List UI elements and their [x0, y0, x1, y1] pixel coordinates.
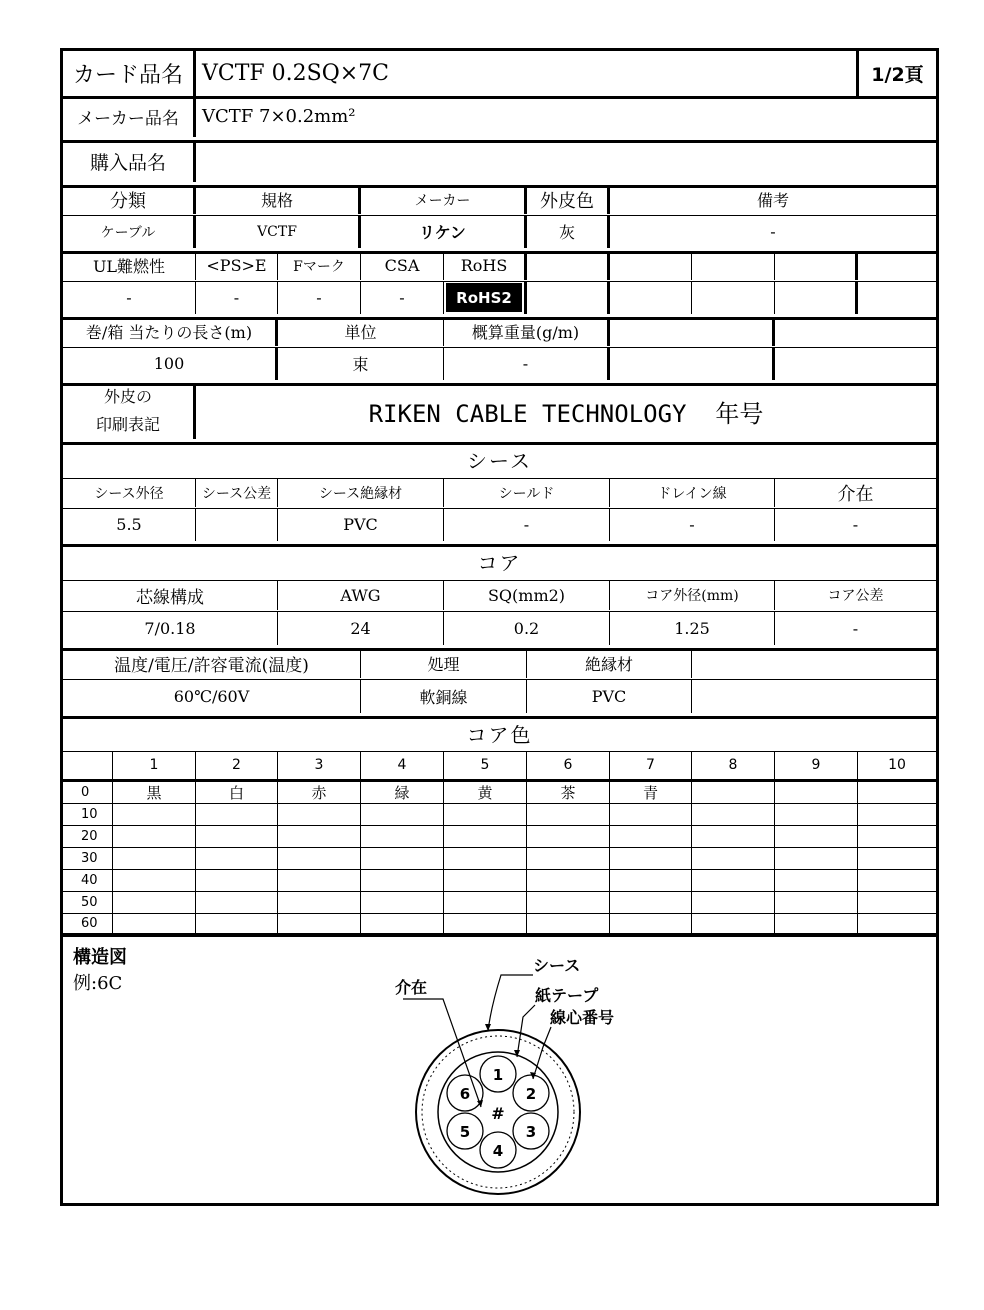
core-color-cell	[444, 804, 527, 825]
spec-header-row	[63, 185, 936, 216]
sheath-value-tolerance	[196, 508, 278, 541]
label-paper-tape: 紙テープ	[535, 986, 599, 1005]
core-color-cell	[775, 892, 858, 913]
spec-value-row	[63, 215, 936, 254]
color-grid-row	[63, 914, 936, 934]
sheath-title: シース	[467, 449, 532, 473]
color-grid-header-row	[63, 751, 936, 782]
core-value-row	[63, 611, 936, 651]
core-value-awg: 24	[278, 611, 444, 645]
purchase-name-value	[196, 140, 936, 182]
core-value-insulation: PVC	[527, 679, 692, 713]
core-color-cell-1: 黒	[113, 782, 196, 803]
core-color-cell	[527, 870, 610, 891]
color-grid-row	[63, 782, 936, 804]
structure-section	[63, 934, 936, 1209]
sheath-value-insulation: PVC	[278, 508, 444, 541]
sheath-value-od: 5.5	[63, 508, 196, 541]
core-color-cell	[775, 914, 858, 933]
core-color-cell	[527, 804, 610, 825]
core-header-insulation: 絶縁材	[527, 648, 692, 678]
core-value-construction: 7/0.18	[63, 611, 278, 645]
label-core-number: 線心番号	[550, 1008, 615, 1027]
core-header-treatment: 処理	[361, 648, 527, 678]
core-color-cell	[196, 826, 278, 847]
color-grid-row	[63, 848, 936, 870]
core-color-cell-4: 緑	[361, 782, 444, 803]
core-color-cell-5: 黄	[444, 782, 527, 803]
core-color-cell	[444, 914, 527, 933]
core-color-cell	[692, 870, 775, 891]
core-value-rating: 60℃/60V	[63, 679, 361, 713]
core-color-cell	[361, 914, 444, 933]
color-grid-col-6: 6	[527, 751, 610, 779]
core-color-cell-2: 白	[196, 782, 278, 803]
core-color-cell	[858, 870, 936, 891]
core-color-grid	[63, 751, 936, 934]
core-header-sq: SQ(mm2)	[444, 580, 610, 610]
spec-value-color: 灰	[527, 215, 610, 248]
card-name-label: カード品名	[63, 51, 196, 96]
print-label-line2: 印刷表記	[95, 415, 160, 434]
color-grid-col-3: 3	[278, 751, 361, 779]
core-color-cell	[444, 826, 527, 847]
label-sheath: シース	[533, 956, 581, 975]
color-grid-row	[63, 826, 936, 848]
core-color-cell	[692, 892, 775, 913]
core-color-cell	[278, 804, 361, 825]
core-color-cell	[278, 826, 361, 847]
core-color-cell	[775, 826, 858, 847]
core-color-cell	[361, 804, 444, 825]
sheath-value-drain: -	[610, 508, 775, 541]
core-color-cell	[361, 892, 444, 913]
core-color-cell	[610, 804, 692, 825]
core-color-cell-8	[692, 782, 775, 803]
core-number-4: 4	[492, 1142, 504, 1160]
sheath-header-drain: ドレイン線	[610, 478, 775, 507]
color-grid-row-label: 30	[63, 848, 113, 869]
core-color-cell	[444, 870, 527, 891]
core-color-cell	[692, 848, 775, 869]
core-color-cell-9	[775, 782, 858, 803]
core-color-cell	[527, 826, 610, 847]
core-number-6: 6	[459, 1085, 471, 1103]
structure-title: 構造図	[73, 947, 127, 968]
leader-sheath	[488, 975, 533, 1031]
color-grid-row-label: 60	[63, 914, 113, 933]
leader-paper-tape	[517, 1005, 535, 1057]
core-value-treatment: 軟銅線	[361, 679, 527, 713]
spec-value-notes: -	[770, 222, 776, 241]
ul-header-flame: UL難燃性	[63, 251, 196, 280]
core-color-cell	[113, 826, 196, 847]
core-color-cell	[858, 826, 936, 847]
core-color-cell	[113, 914, 196, 933]
core-color-cell	[278, 914, 361, 933]
core-color-cell	[775, 870, 858, 891]
cable-cross-section-diagram	[383, 947, 643, 1197]
color-grid-row	[63, 892, 936, 914]
core-color-cell	[278, 892, 361, 913]
core-color-cell	[196, 804, 278, 825]
print-marking-row	[63, 383, 936, 445]
color-grid-col-10: 10	[888, 757, 906, 773]
color-grid-row-label: 0	[63, 782, 113, 803]
core-number-5: 5	[459, 1123, 471, 1141]
core-color-cell-6: 茶	[527, 782, 610, 803]
color-grid-corner	[63, 751, 113, 779]
sheath-header-filler: 介在	[837, 483, 874, 505]
core-header-rating: 温度/電圧/許容電流(温度)	[63, 648, 361, 678]
color-grid-col-9: 9	[775, 751, 858, 779]
core-color-cell-10	[858, 782, 936, 803]
core-value-od: 1.25	[610, 611, 775, 645]
core-color-cell	[610, 870, 692, 891]
ul-value-row	[63, 281, 936, 320]
color-grid-col-7: 7	[610, 751, 692, 779]
rohs2-badge: RoHS2	[446, 283, 522, 312]
filler-center-mark: #	[491, 1104, 505, 1123]
spec-header-standard: 規格	[196, 185, 361, 214]
page-number: 1/2頁	[856, 51, 936, 96]
core-color-cell	[692, 914, 775, 933]
core-value-sq: 0.2	[444, 611, 610, 645]
spec-header-category: 分類	[63, 185, 196, 214]
sheath-header-od: シース外径	[63, 478, 196, 507]
core-color-cell	[858, 914, 936, 933]
length-value-length: 100	[63, 347, 278, 380]
core-color-cell	[196, 892, 278, 913]
ul-value-flame: -	[63, 281, 196, 314]
core-color-cell	[196, 914, 278, 933]
core-color-cell	[527, 914, 610, 933]
core-number-1: 1	[492, 1066, 504, 1084]
length-value-weight: -	[444, 347, 610, 380]
spec-header-color: 外皮色	[527, 185, 610, 214]
length-header-length: 巻/箱 当たりの長さ(m)	[63, 317, 278, 346]
core-color-cell	[775, 804, 858, 825]
product-card-sheet	[60, 48, 939, 1206]
core-color-cell	[858, 892, 936, 913]
core-number-2: 2	[525, 1085, 537, 1103]
color-grid-row	[63, 870, 936, 892]
purchase-name-row	[63, 140, 936, 188]
color-grid-row	[63, 804, 936, 826]
ul-value-csa: -	[361, 281, 444, 314]
core-color-cell	[361, 870, 444, 891]
core-header-construction: 芯線構成	[63, 580, 278, 610]
core-color-cell	[278, 848, 361, 869]
core-color-cell	[196, 848, 278, 869]
core-color-cell	[361, 848, 444, 869]
core-title: コア	[477, 551, 522, 575]
spec-header-maker: メーカー	[361, 185, 527, 214]
ul-header-rohs: RoHS	[444, 251, 527, 280]
core-color-cell	[610, 914, 692, 933]
core-color-cell	[527, 892, 610, 913]
ul-value-pse: -	[196, 281, 278, 314]
color-grid-col-4: 4	[361, 751, 444, 779]
core-color-cell	[113, 870, 196, 891]
print-marking-value: RIKEN CABLE TECHNOLOGY 年号	[368, 399, 764, 428]
core-value-tolerance: -	[852, 618, 859, 638]
core-header-awg: AWG	[278, 580, 444, 610]
maker-name-value: VCTF 7×0.2mm²	[202, 106, 356, 127]
length-value-row	[63, 347, 936, 386]
color-grid-col-8: 8	[692, 751, 775, 779]
core-color-title-row	[63, 716, 936, 752]
core-color-cell	[610, 848, 692, 869]
core-color-cell	[527, 848, 610, 869]
spec-header-notes: 備考	[756, 191, 789, 210]
structure-example: 例:6C	[73, 973, 123, 994]
core-color-cell	[444, 892, 527, 913]
sheath-header-row	[63, 478, 936, 509]
core-color-cell	[610, 826, 692, 847]
sheath-title-row	[63, 442, 936, 479]
core-header2-row	[63, 648, 936, 680]
spec-value-maker: リケン	[361, 215, 527, 248]
color-grid-row-label: 40	[63, 870, 113, 891]
length-header-unit: 単位	[278, 317, 444, 346]
print-label-line1: 外皮の	[103, 387, 152, 406]
ul-header-fmark: Fマーク	[278, 251, 361, 280]
sheath-header-shield: シールド	[444, 478, 610, 507]
purchase-name-label: 購入品名	[63, 140, 196, 182]
ul-header-csa: CSA	[361, 251, 444, 280]
sheath-header-insulation: シース絶縁材	[278, 478, 444, 507]
core-color-cell	[692, 826, 775, 847]
core-color-cell-7: 青	[610, 782, 692, 803]
sheath-header-tolerance: シース公差	[196, 478, 278, 507]
core-title-row	[63, 544, 936, 581]
core-color-cell	[361, 826, 444, 847]
spec-value-category: ケーブル	[63, 215, 196, 248]
ul-header-row	[63, 251, 936, 282]
card-name-value: VCTF 0.2SQ×7C	[202, 61, 390, 86]
core-color-cell	[113, 804, 196, 825]
length-value-unit: 束	[278, 347, 444, 380]
core-color-cell	[610, 892, 692, 913]
spec-value-standard: VCTF	[196, 215, 361, 248]
core-color-cell	[858, 804, 936, 825]
core-value2-row	[63, 679, 936, 719]
maker-name-row	[63, 96, 936, 143]
color-grid-row-label: 10	[63, 804, 113, 825]
core-color-cell	[278, 870, 361, 891]
core-header-od: コア外径(mm)	[610, 580, 775, 610]
sheath-value-row	[63, 508, 936, 547]
core-color-cell-3: 赤	[278, 782, 361, 803]
core-color-cell	[444, 848, 527, 869]
length-header-row	[63, 317, 936, 348]
core-color-cell	[113, 892, 196, 913]
core-header-row	[63, 580, 936, 612]
maker-name-label: メーカー品名	[63, 96, 196, 137]
core-color-cell	[858, 848, 936, 869]
sheath-value-filler: -	[852, 515, 859, 534]
ul-header-pse: <PS>E	[196, 251, 278, 280]
label-filler: 介在	[395, 978, 428, 997]
core-number-3: 3	[525, 1123, 537, 1141]
core-header-tolerance: コア公差	[827, 588, 884, 604]
color-grid-row-label: 50	[63, 892, 113, 913]
color-grid-row-label: 20	[63, 826, 113, 847]
color-grid-col-2: 2	[196, 751, 278, 779]
length-header-weight: 概算重量(g/m)	[444, 317, 610, 346]
color-grid-col-1: 1	[113, 751, 196, 779]
core-color-cell	[113, 848, 196, 869]
core-color-cell	[775, 848, 858, 869]
core-color-cell	[196, 870, 278, 891]
sheath-value-shield: -	[444, 508, 610, 541]
ul-value-fmark: -	[278, 281, 361, 314]
core-color-title: コア色	[466, 722, 533, 747]
color-grid-col-5: 5	[444, 751, 527, 779]
card-name-row	[63, 51, 936, 99]
core-color-cell	[692, 804, 775, 825]
